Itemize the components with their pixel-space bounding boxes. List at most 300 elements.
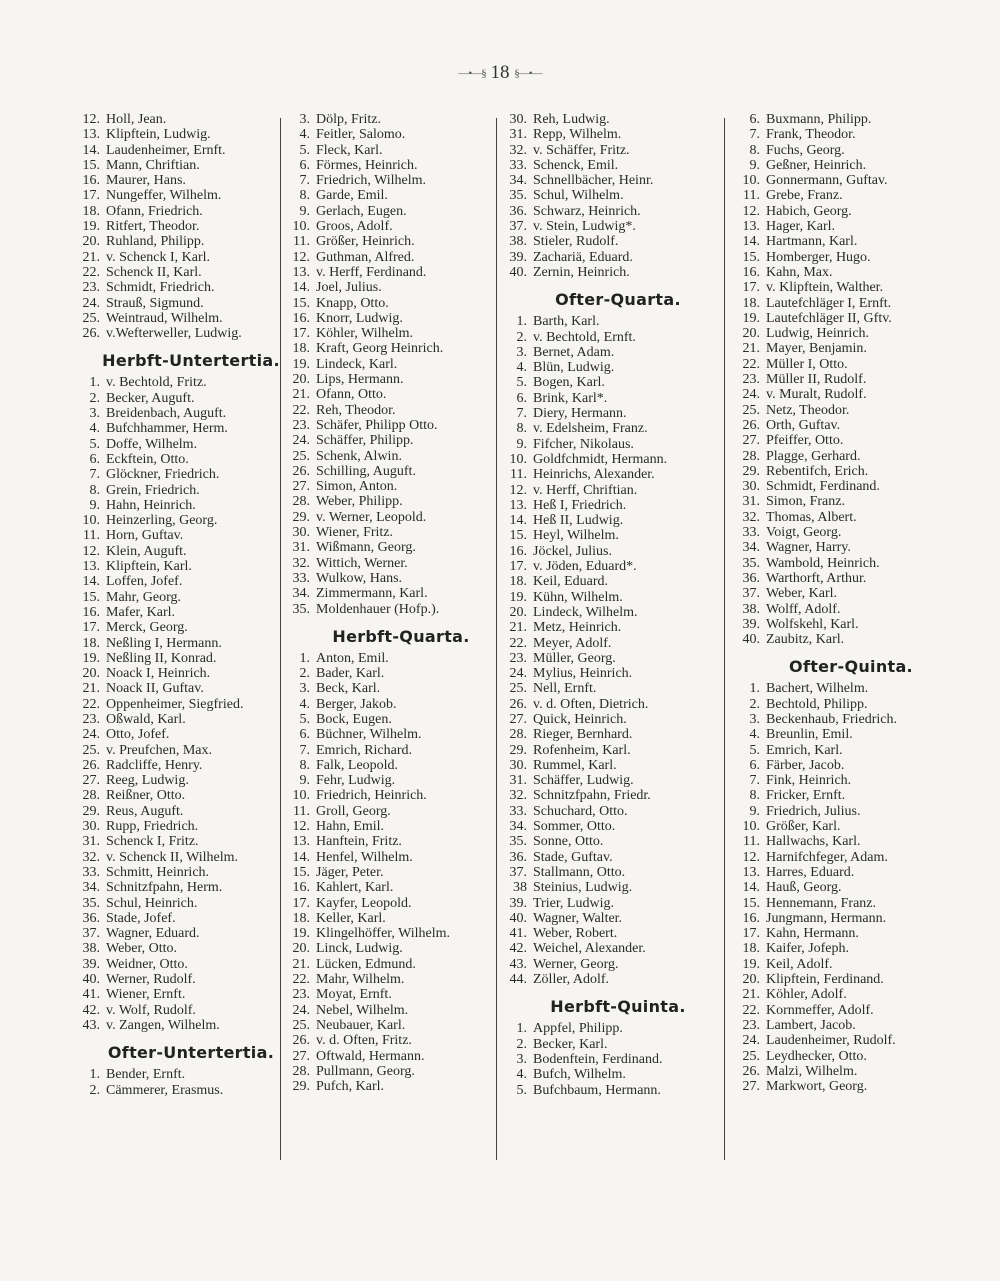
entry-number: 16. [82, 604, 100, 620]
entry-number: 21. [292, 387, 310, 403]
entry-number: 11. [293, 803, 310, 819]
list-item [503, 452, 739, 467]
entry-number: 26. [292, 1033, 310, 1049]
list-item [286, 880, 522, 895]
entry-number: 32. [742, 509, 760, 525]
list-item [76, 406, 312, 421]
column-3 [503, 112, 739, 1098]
student-name: Linck, Ludwig. [316, 941, 403, 957]
student-name: Kraft, Georg Heinrich. [316, 341, 444, 357]
student-name: Friedrich, Wilhelm. [316, 173, 426, 189]
student-name: Wittich, Werner. [316, 555, 408, 571]
entry-number: 27. [82, 773, 100, 789]
entry-number: 4. [516, 360, 527, 376]
list-item [736, 880, 972, 895]
entry-number: 9. [749, 803, 760, 819]
list-item [286, 712, 522, 727]
student-name: Rupp, Friedrich. [106, 819, 199, 835]
entry-number: 11. [510, 467, 527, 483]
student-name: Goldfchmidt, Hermann. [533, 451, 668, 467]
student-name: Klingelhöffer, Wilhelm. [316, 926, 451, 942]
student-name: Falk, Leopold. [316, 757, 399, 773]
student-name: Mafer, Karl. [106, 604, 176, 620]
entry-number: 12. [82, 112, 100, 127]
student-name: Metz, Heinrich. [533, 620, 622, 636]
entry-number: 33. [509, 803, 527, 819]
student-name: Reeg, Ludwig. [106, 773, 189, 789]
entry-number: 39. [509, 249, 527, 265]
list-item [76, 375, 312, 390]
ornament-right-icon: §—•— [514, 67, 542, 80]
list-item [736, 819, 972, 834]
list-item [503, 819, 739, 834]
student-name: Müller II, Rudolf. [766, 372, 867, 388]
list-item [286, 1003, 522, 1018]
list-item [736, 926, 972, 941]
list-item [286, 1049, 522, 1064]
student-name: Kayfer, Leopold. [316, 895, 412, 911]
list-item [503, 1052, 739, 1067]
list-item [286, 525, 522, 540]
list-item [76, 1018, 312, 1033]
entry-number: 37. [742, 586, 760, 602]
entry-number: 15. [82, 157, 100, 173]
entry-number: 13. [292, 834, 310, 850]
entry-number: 22. [82, 696, 100, 712]
entry-number: 23. [82, 711, 100, 727]
student-name: Blün, Ludwig. [533, 360, 615, 376]
entry-number: 22. [292, 402, 310, 418]
student-name: Kahn, Max. [766, 264, 833, 280]
entry-number: 1. [749, 681, 760, 697]
entry-number: 32. [509, 142, 527, 158]
list-item [503, 880, 739, 895]
list-item [736, 804, 972, 819]
list-item [736, 494, 972, 509]
list-item [736, 418, 972, 433]
student-name: Pfeiffer, Otto. [766, 433, 844, 449]
student-name: Merck, Georg. [106, 620, 188, 636]
list-item [286, 681, 522, 696]
list-item [736, 987, 972, 1002]
student-name: Loffen, Jofef. [106, 574, 183, 590]
entry-number: 7. [749, 773, 760, 789]
list-item [736, 727, 972, 742]
entry-number: 19. [292, 356, 310, 372]
entry-number: 30. [742, 479, 760, 495]
list-item [286, 804, 522, 819]
list-item [76, 544, 312, 559]
entry-number: 3. [516, 1051, 527, 1067]
student-name: Heß II, Ludwig. [533, 513, 624, 529]
student-name: Schmidt, Friedrich. [106, 280, 215, 296]
entry-number: 13. [509, 497, 527, 513]
student-name: Lindeck, Wilhelm. [533, 604, 638, 620]
list-item [736, 127, 972, 142]
student-name: Mahr, Wilhelm. [316, 972, 405, 988]
student-name: Wagner, Walter. [533, 910, 623, 926]
list-item [286, 143, 522, 158]
student-name: Becker, Karl. [533, 1036, 608, 1052]
list-item [76, 250, 312, 265]
entry-number: 14. [742, 234, 760, 250]
entry-number: 35. [292, 601, 310, 617]
list-item [286, 850, 522, 865]
student-name: Bender, Ernft. [106, 1067, 186, 1083]
entry-number: 32. [292, 555, 310, 571]
list-item [286, 941, 522, 956]
entry-number: 34. [82, 880, 100, 896]
entry-number: 25. [82, 310, 100, 326]
student-name: Sonne, Otto. [533, 834, 604, 850]
student-name: Bufchbaum, Hermann. [533, 1082, 661, 1098]
list-item [736, 556, 972, 571]
entry-number: 8. [299, 757, 310, 773]
entry-number: 5. [516, 1082, 527, 1098]
list-item [736, 387, 972, 402]
list-item [736, 464, 972, 479]
entry-number: 18. [742, 941, 760, 957]
list-item [76, 452, 312, 467]
list-item [736, 617, 972, 632]
student-name: Neubauer, Karl. [316, 1017, 406, 1033]
student-name: Lindeck, Karl. [316, 356, 398, 372]
student-name: Schenck II, Karl. [106, 264, 202, 280]
entry-number: 24. [742, 1033, 760, 1049]
student-name: Schenck, Emil. [533, 157, 619, 173]
list-item [76, 941, 312, 956]
student-name: Fink, Heinrich. [766, 773, 852, 789]
student-name: Grebe, Franz. [766, 188, 843, 204]
entry-number: 43. [82, 1017, 100, 1033]
entry-number: 13. [292, 264, 310, 280]
list-item [76, 620, 312, 635]
list-item [503, 112, 739, 127]
student-name: Bachert, Wilhelm. [766, 681, 869, 697]
entry-number: 17. [82, 620, 100, 636]
student-name: Schilling, Auguft. [316, 463, 416, 479]
list-item [503, 941, 739, 956]
list-item [286, 727, 522, 742]
entry-number: 6. [749, 757, 760, 773]
list-item [76, 758, 312, 773]
entry-number: 15. [509, 528, 527, 544]
list-item [503, 559, 739, 574]
entry-number: 13. [742, 864, 760, 880]
entry-number: 5. [516, 375, 527, 391]
list-item [736, 326, 972, 341]
student-name: Pufch, Karl. [316, 1079, 385, 1095]
student-name: Groll, Georg. [316, 803, 391, 819]
list-item [286, 1018, 522, 1033]
student-name: Habich, Georg. [766, 203, 852, 219]
student-name: Trier, Ludwig. [533, 895, 614, 911]
entry-number: 30. [82, 819, 100, 835]
student-name: Warthorft, Arthur. [766, 570, 867, 586]
list-item [503, 391, 739, 406]
student-name: v. Bechtold, Ernft. [533, 329, 636, 345]
student-name: Schwarz, Heinrich. [533, 203, 641, 219]
list-item [503, 219, 739, 234]
entry-number: 37. [509, 864, 527, 880]
list-item [286, 834, 522, 849]
list-item [736, 449, 972, 464]
list-item [76, 834, 312, 849]
list-item [503, 1067, 739, 1082]
student-name: Weintraud, Wilhelm. [106, 310, 223, 326]
entry-number: 5. [89, 436, 100, 452]
entry-number: 21. [82, 249, 100, 265]
list-item [503, 972, 739, 987]
entry-number: 6. [299, 157, 310, 173]
student-name: Moldenhauer (Hofp.). [316, 601, 440, 617]
student-name: Schenk, Alwin. [316, 448, 402, 464]
list-item [736, 1033, 972, 1048]
student-name: v. Schäffer, Fritz. [533, 142, 630, 158]
entry-number: 21. [742, 341, 760, 357]
list-item [503, 265, 739, 280]
column-1 [76, 112, 312, 1098]
entry-number: 16. [292, 310, 310, 326]
entry-number: 40. [82, 972, 100, 988]
student-name: Doffe, Wilhelm. [106, 436, 198, 452]
entry-number: 24. [292, 433, 310, 449]
student-name: Brink, Karl*. [533, 390, 608, 406]
student-name: Zernin, Heinrich. [533, 264, 630, 280]
entry-number: 16. [292, 880, 310, 896]
list-item [76, 636, 312, 651]
list-item [76, 880, 312, 895]
entry-number: 15. [82, 589, 100, 605]
list-item [286, 112, 522, 127]
entry-number: 24. [82, 727, 100, 743]
student-name: v. d. Often, Dietrich. [533, 696, 649, 712]
list-item [736, 773, 972, 788]
entry-number: 12. [742, 849, 760, 865]
student-name: Simon, Anton. [316, 479, 398, 495]
entry-number: 24. [82, 295, 100, 311]
student-name: Horn, Guftav. [106, 528, 184, 544]
list-item [503, 743, 739, 758]
entry-number: 17. [742, 280, 760, 296]
student-name: Friedrich, Julius. [766, 803, 861, 819]
list-item [286, 743, 522, 758]
list-item [286, 987, 522, 1002]
entry-number: 20. [82, 234, 100, 250]
student-name: Größer, Heinrich. [316, 234, 415, 250]
student-name: Zachariä, Eduard. [533, 249, 633, 265]
student-name: Oftwald, Hermann. [316, 1048, 425, 1064]
student-name: Moyat, Ernft. [316, 987, 392, 1003]
student-name: Oßwald, Karl. [106, 711, 186, 727]
list-item [503, 544, 739, 559]
student-name: Rummel, Karl. [533, 757, 617, 773]
list-item [503, 375, 739, 390]
student-name: v. Zangen, Wilhelm. [106, 1017, 220, 1033]
entry-number: 39. [742, 616, 760, 632]
list-item [286, 479, 522, 494]
entry-number: 10. [292, 219, 310, 235]
student-name: Heinrichs, Alexander. [533, 467, 655, 483]
entry-number: 16. [509, 543, 527, 559]
student-name: Joel, Julius. [316, 280, 382, 296]
student-name: Emrich, Karl. [766, 742, 843, 758]
student-name: Zaubitz, Karl. [766, 632, 845, 648]
list-item [736, 1049, 972, 1064]
entry-number: 21. [292, 956, 310, 972]
list-item [286, 326, 522, 341]
list-item [503, 681, 739, 696]
entry-number: 2. [299, 666, 310, 682]
entry-number: 37. [509, 219, 527, 235]
student-name: Orth, Guftav. [766, 417, 841, 433]
student-name: Hauß, Georg. [766, 880, 842, 896]
list-item [503, 1037, 739, 1052]
student-name: Kahlert, Karl. [316, 880, 394, 896]
list-item [736, 158, 972, 173]
entry-number: 23. [82, 280, 100, 296]
student-name: Weber, Philipp. [316, 494, 403, 510]
list-item [736, 972, 972, 987]
list-item [286, 127, 522, 142]
entry-number: 4. [516, 1067, 527, 1083]
ornament-left-icon: —•—§ [458, 67, 486, 80]
entry-number: 9. [299, 203, 310, 219]
list-item [76, 467, 312, 482]
entry-number: 6. [89, 451, 100, 467]
entry-number: 38. [509, 234, 527, 250]
entry-number: 21. [742, 987, 760, 1003]
list-item [503, 957, 739, 972]
entry-number: 15. [292, 864, 310, 880]
student-name: v. Preufchen, Max. [106, 742, 213, 758]
list-item [286, 280, 522, 295]
list-item [503, 636, 739, 651]
entry-number: 12. [292, 249, 310, 265]
list-item [286, 494, 522, 509]
student-name: Werner, Rudolf. [106, 972, 196, 988]
list-item [76, 421, 312, 436]
entry-number: 2. [516, 1036, 527, 1052]
list-item [286, 1033, 522, 1048]
entry-number: 28. [509, 727, 527, 743]
list-item [286, 341, 522, 356]
entry-number: 32. [82, 849, 100, 865]
list-item [286, 234, 522, 249]
entry-number: 26. [82, 326, 100, 342]
list-item [76, 143, 312, 158]
student-name: v. Werner, Leopold. [316, 509, 427, 525]
student-name: Mayer, Benjamin. [766, 341, 867, 357]
entry-number: 33. [292, 570, 310, 586]
student-name: Nell, Ernft. [533, 681, 597, 697]
student-name: Maurer, Hans. [106, 173, 186, 189]
entry-number: 12. [742, 203, 760, 219]
entry-number: 39. [82, 956, 100, 972]
entry-number: 44. [509, 972, 527, 988]
student-name: v. Wolf, Rudolf. [106, 1002, 196, 1018]
entry-number: 8. [516, 421, 527, 437]
entry-number: 24. [742, 387, 760, 403]
student-name: v. Jöden, Eduard*. [533, 559, 637, 575]
entry-number: 12. [292, 819, 310, 835]
entry-number: 26. [82, 757, 100, 773]
entry-number: 26. [742, 417, 760, 433]
list-item [503, 574, 739, 589]
list-item [286, 387, 522, 402]
student-name: Hahn, Heinrich. [106, 497, 196, 513]
entry-number: 13. [82, 127, 100, 143]
list-item [286, 372, 522, 387]
list-item [76, 280, 312, 295]
entry-number: 5. [299, 711, 310, 727]
student-name: Weidner, Otto. [106, 956, 188, 972]
list-item [76, 158, 312, 173]
entry-number: 7. [299, 742, 310, 758]
entry-number: 18. [82, 635, 100, 651]
entry-number: 7. [299, 173, 310, 189]
student-name: Knapp, Otto. [316, 295, 389, 311]
entry-number: 40. [742, 632, 760, 648]
entry-number: 20. [509, 604, 527, 620]
page-number: 18 [490, 62, 510, 83]
student-name: Emrich, Richard. [316, 742, 413, 758]
student-name: Becker, Auguft. [106, 390, 195, 406]
entry-number: 25. [292, 448, 310, 464]
student-name: Bufch, Wilhelm. [533, 1067, 626, 1083]
student-name: v. Herff, Ferdinand. [316, 264, 427, 280]
list-item [503, 188, 739, 203]
student-name: Holl, Jean. [106, 112, 167, 127]
student-name: v. Schenck II, Wilhelm. [106, 849, 239, 865]
entry-number: 23. [742, 372, 760, 388]
list-item [503, 758, 739, 773]
entry-number: 20. [292, 372, 310, 388]
list-item [76, 819, 312, 834]
list-item [736, 250, 972, 265]
student-name: Reus, Auguft. [106, 803, 184, 819]
list-item [736, 743, 972, 758]
student-name: Wagner, Eduard. [106, 926, 200, 942]
student-name: v.Wefterweller, Ludwig. [106, 326, 242, 342]
student-name: v. Schenck I, Karl. [106, 249, 211, 265]
entry-number: 38. [742, 601, 760, 617]
entry-number: 20. [82, 666, 100, 682]
entry-number: 4. [89, 421, 100, 437]
student-name: Schnellbächer, Heinr. [533, 173, 654, 189]
student-name: Stade, Jofef. [106, 910, 176, 926]
entry-number: 21. [82, 681, 100, 697]
list-item [503, 528, 739, 543]
entry-number: 27. [742, 1079, 760, 1095]
entry-number: 25. [82, 742, 100, 758]
student-name: Stade, Guftav. [533, 849, 613, 865]
student-name: Ofann, Otto. [316, 387, 387, 403]
student-name: Fifcher, Nikolaus. [533, 436, 634, 452]
list-item [286, 697, 522, 712]
student-name: Netz, Theodor. [766, 402, 850, 418]
student-name: Klein, Auguft. [106, 543, 187, 559]
list-item [736, 173, 972, 188]
student-name: Rofenheim, Karl. [533, 742, 631, 758]
list-item [286, 957, 522, 972]
list-item [503, 850, 739, 865]
student-name: Schnitzfpahn, Herm. [106, 880, 223, 896]
entry-number: 28. [292, 1063, 310, 1079]
entry-number: 5. [299, 142, 310, 158]
student-name: Strauß, Sigmund. [106, 295, 204, 311]
list-item [503, 666, 739, 681]
